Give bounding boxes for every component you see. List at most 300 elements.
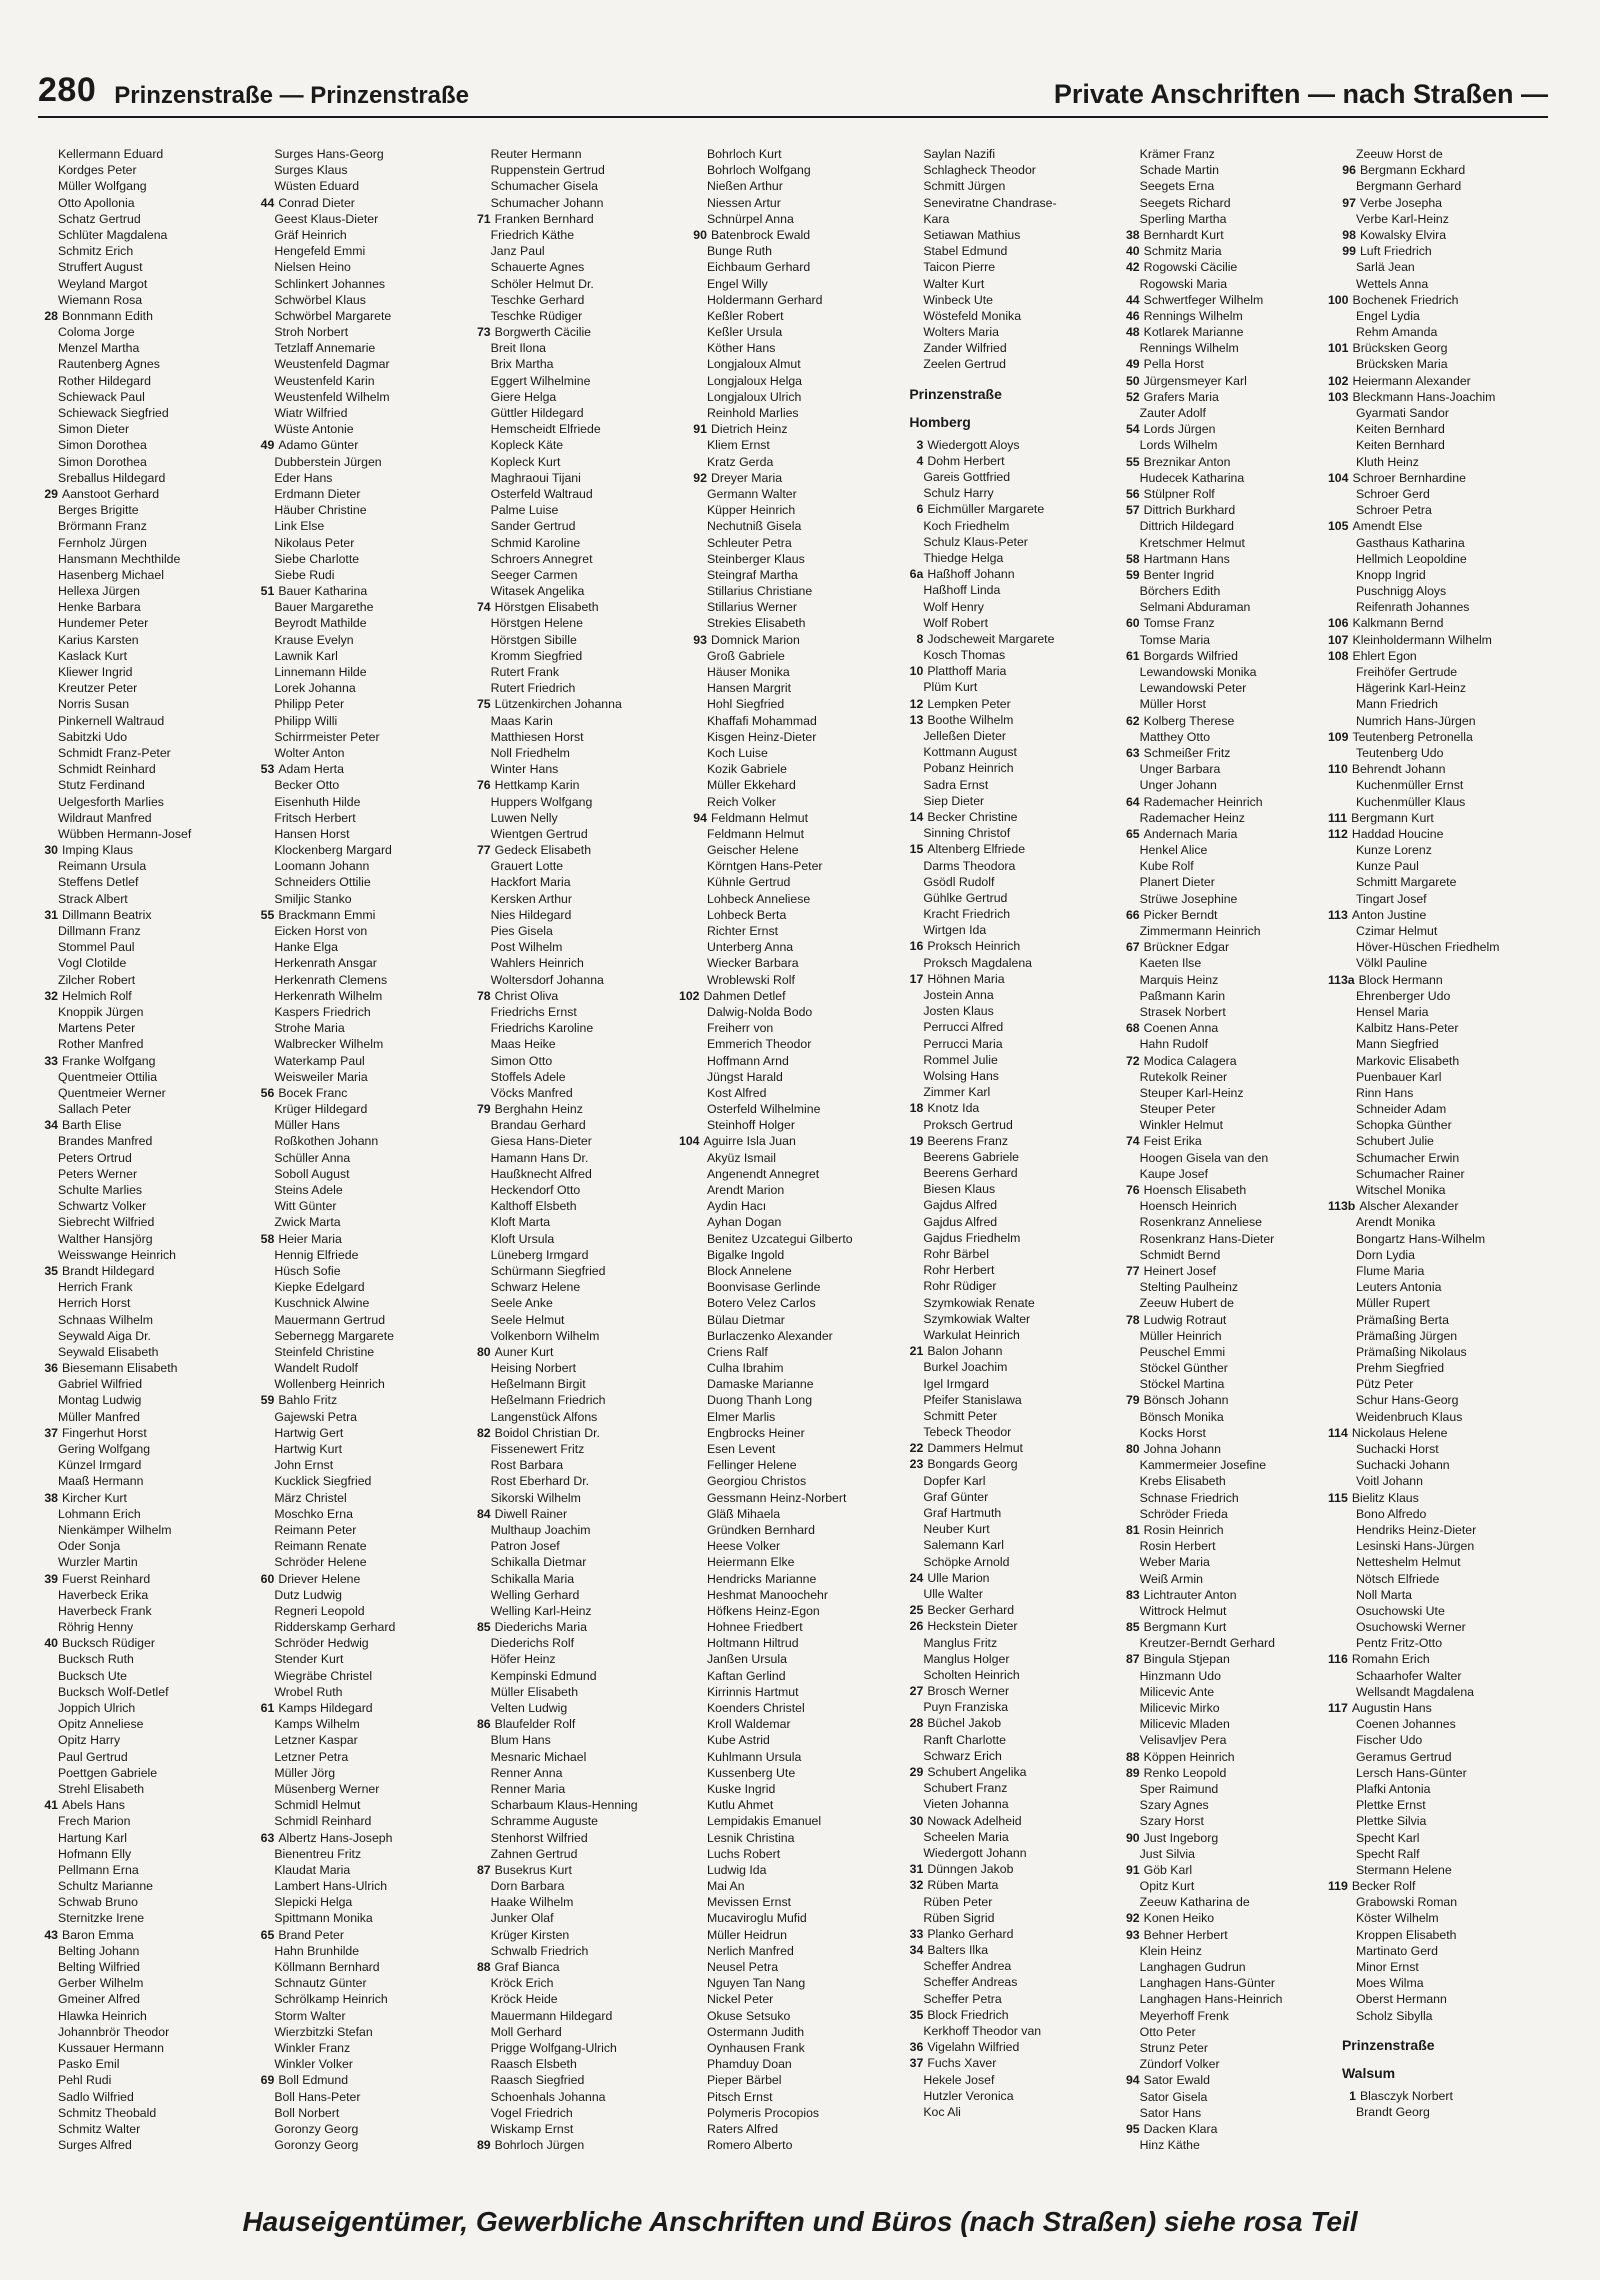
resident-name: Simon Dieter	[58, 422, 130, 437]
resident-entry	[1342, 891, 1554, 907]
resident-entry	[260, 1036, 472, 1052]
resident-name: Opitz Anneliese	[58, 1717, 144, 1732]
resident-name: Dacken Klara	[1143, 2121, 1218, 2136]
resident-entry	[477, 1927, 689, 1943]
resident-name: Schroer Bernhardine	[1352, 470, 1466, 485]
resident-name: Rother Manfred	[58, 1037, 144, 1052]
resident-name: Culha Ibrahim	[706, 1361, 784, 1376]
resident-entry	[44, 632, 256, 648]
resident-entry	[1126, 1700, 1338, 1716]
resident-entry	[260, 389, 472, 405]
resident-entry	[909, 1036, 1121, 1052]
resident-name: Lempidakis Emanuel	[706, 1814, 822, 1829]
resident-entry	[693, 680, 905, 696]
resident-name: Lützenkirchen Johanna	[494, 697, 622, 712]
resident-name: Arendt Marion	[706, 1183, 785, 1197]
resident-entry	[477, 1004, 689, 1020]
resident-name: Mucaviroglu Mufid	[706, 1911, 807, 1926]
resident-entry	[693, 1846, 905, 1862]
resident-entry	[1126, 1328, 1338, 1344]
resident-name: Bergmann Kurt	[1143, 1620, 1227, 1635]
resident-name: Grauert Lotte	[490, 859, 564, 874]
resident-entry	[1342, 1959, 1554, 1975]
house-number: 52	[1125, 389, 1140, 404]
house-number: 29	[909, 1765, 924, 1779]
resident-name: Bernhardt Kurt	[1143, 227, 1224, 242]
resident-entry	[260, 1668, 472, 1684]
resident-name: Schwarz Erich	[923, 1748, 1002, 1763]
resident-entry	[260, 2089, 472, 2105]
resident-entry	[909, 1651, 1121, 1667]
resident-name: Steinberger Klaus	[706, 551, 805, 566]
resident-entry	[260, 1133, 472, 1149]
resident-entry	[1126, 1846, 1338, 1862]
resident-entry	[44, 2024, 256, 2040]
house-number: 65	[260, 1927, 275, 1942]
resident-name: Kottmann August	[923, 745, 1017, 760]
resident-entry	[1327, 1700, 1554, 1716]
resident-name: Giere Helga	[490, 389, 557, 404]
resident-name: Bönsch Monika	[1139, 1409, 1224, 1424]
resident-entry	[693, 1878, 905, 1894]
house-number: 76	[476, 778, 491, 793]
resident-entry	[477, 1846, 689, 1862]
resident-name: Conrad Dieter	[278, 195, 355, 210]
resident-name: Link Else	[274, 519, 325, 534]
resident-entry	[1342, 1360, 1554, 1376]
resident-entry	[909, 1715, 1121, 1731]
resident-name: Heßelmann Friedrich	[490, 1393, 606, 1408]
resident-name: Brand Peter	[278, 1927, 344, 1942]
resident-name: Vogel Friedrich	[490, 2105, 573, 2120]
resident-entry	[909, 1618, 1121, 1634]
resident-entry	[260, 276, 472, 292]
resident-name: Kröck Heide	[490, 1992, 558, 2007]
resident-entry	[477, 972, 689, 988]
resident-entry	[44, 2040, 256, 2056]
resident-name: Köllmann Bernhard	[274, 1960, 380, 1974]
resident-entry	[1327, 373, 1554, 389]
resident-name: Schumacher Gisela	[490, 179, 598, 194]
resident-name: Balters Ilka	[927, 1943, 989, 1958]
resident-name: Kratz Gerda	[706, 454, 774, 469]
resident-entry	[909, 1796, 1121, 1812]
resident-entry	[477, 259, 689, 275]
resident-name: Rehm Amanda	[1355, 325, 1438, 340]
resident-entry	[44, 211, 256, 227]
resident-name: Zimmer Karl	[923, 1085, 991, 1100]
resident-name: Goronzy Georg	[274, 2121, 359, 2136]
resident-entry	[693, 1732, 905, 1748]
resident-name: Stelting Paulheinz	[1139, 1280, 1239, 1295]
resident-name: Woltersdorf Johanna	[490, 972, 604, 987]
resident-entry	[44, 729, 256, 745]
resident-name: Sander Gertrud	[490, 519, 576, 534]
resident-name: Quentmeier Ottilia	[58, 1069, 158, 1084]
resident-entry	[909, 1100, 1121, 1116]
resident-name: Langenstück Alfons	[490, 1409, 598, 1424]
resident-name: Pentz Fritz-Otto	[1355, 1636, 1443, 1651]
resident-name: Specht Karl	[1355, 1830, 1420, 1845]
resident-name: Palme Luise	[490, 503, 559, 518]
resident-name: Schnase Friedrich	[1139, 1490, 1239, 1505]
resident-entry	[477, 486, 689, 502]
resident-name: Bono Alfredo	[1355, 1506, 1427, 1521]
resident-entry	[477, 1894, 689, 1910]
resident-name: Sper Raimund	[1139, 1781, 1219, 1796]
resident-name: Haverbeck Frank	[58, 1603, 152, 1618]
resident-name: Altenberg Elfriede	[927, 842, 1026, 857]
resident-entry	[909, 615, 1121, 631]
resident-name: Breit Ilona	[490, 341, 547, 356]
resident-name: Belting Johann	[58, 1943, 140, 1958]
resident-entry	[477, 1295, 689, 1311]
resident-name: Surges Hans-Georg	[274, 147, 384, 161]
resident-entry	[909, 227, 1121, 243]
resident-name: Schur Hans-Georg	[1355, 1393, 1459, 1408]
resident-entry	[693, 308, 905, 324]
resident-name: Diwell Rainer	[494, 1506, 568, 1521]
resident-entry	[1126, 276, 1338, 292]
resident-name: Langhagen Hans-Heinrich	[1139, 1992, 1283, 2007]
resident-entry	[693, 810, 905, 826]
resident-name: Plettke Silvia	[1355, 1814, 1427, 1829]
resident-name: Waterkamp Paul	[274, 1053, 365, 1068]
resident-entry	[1126, 518, 1338, 534]
resident-entry	[909, 1521, 1121, 1537]
resident-name: Müller Heidrun	[706, 1927, 787, 1942]
resident-entry	[1126, 292, 1338, 308]
resident-name: Minor Ernst	[1355, 1960, 1419, 1974]
resident-name: Osterfeld Wilhelmine	[706, 1102, 821, 1117]
resident-name: Homberg	[909, 413, 971, 430]
house-number: 15	[909, 842, 924, 857]
house-number: 80	[476, 1344, 491, 1359]
house-number: 71	[476, 211, 491, 226]
resident-entry	[693, 243, 905, 259]
resident-entry	[477, 518, 689, 534]
resident-name: Kutlu Ahmet	[706, 1798, 774, 1813]
resident-name: Coenen Johannes	[1355, 1717, 1456, 1732]
resident-name: Kluth Heinz	[1355, 454, 1419, 469]
resident-entry	[477, 1133, 689, 1149]
resident-entry	[44, 1797, 256, 1813]
resident-entry	[693, 1457, 905, 1473]
resident-entry	[1342, 955, 1554, 971]
resident-name: Gajewski Petra	[274, 1409, 358, 1424]
resident-name: Kotlarek Marianne	[1143, 325, 1244, 340]
resident-name: Wiatr Wilfried	[274, 406, 348, 420]
resident-entry	[909, 599, 1121, 615]
resident-name: Kiepke Edelgard	[274, 1280, 365, 1295]
column-1	[44, 146, 256, 2186]
resident-name: Rohr Herbert	[923, 1263, 995, 1278]
resident-name: Szymkowiak Walter	[923, 1311, 1031, 1326]
resident-name: Koch Friedhelm	[923, 518, 1010, 533]
resident-name: Teutenberg Udo	[1355, 745, 1444, 760]
resident-entry	[1342, 842, 1554, 858]
resident-name: Kost Alfred	[706, 1085, 767, 1100]
resident-entry	[909, 696, 1121, 712]
resident-entry	[260, 1846, 472, 1862]
resident-name: Lempken Peter	[927, 696, 1011, 711]
resident-name: Gläß Mihaela	[706, 1506, 781, 1521]
resident-entry	[1342, 599, 1554, 615]
resident-entry	[909, 922, 1121, 938]
resident-entry	[1126, 308, 1338, 324]
resident-name: Hüsch Sofie	[274, 1263, 341, 1278]
resident-name: Kuchenmüller Ernst	[1355, 778, 1464, 793]
resident-name: Ruppenstein Gertrud	[490, 163, 605, 178]
resident-name: Numrich Hans-Jürgen	[1355, 713, 1476, 728]
resident-name: Luft Friedrich	[1359, 244, 1432, 259]
resident-entry	[1342, 1117, 1554, 1133]
house-number: 89	[476, 2138, 491, 2153]
resident-entry	[1342, 551, 1554, 567]
resident-entry	[693, 502, 905, 518]
resident-name: Hahn Brunhilde	[274, 1943, 360, 1958]
house-number: 38	[1125, 227, 1140, 242]
resident-entry	[260, 259, 472, 275]
resident-entry	[1126, 1231, 1338, 1247]
resident-name: Berghahn Heinz	[494, 1102, 583, 1117]
resident-name: Meyerhoff Frenk	[1139, 2008, 1229, 2023]
resident-entry	[1342, 1862, 1554, 1878]
resident-entry	[1126, 1133, 1338, 1149]
house-number: 41	[44, 1798, 58, 1813]
resident-name: Hörstgen Elisabeth	[494, 600, 599, 615]
resident-name: Nickolaus Helene	[1351, 1425, 1448, 1440]
resident-entry	[260, 1247, 472, 1263]
resident-entry	[693, 1279, 905, 1295]
house-number: 33	[909, 1926, 924, 1941]
resident-name: Unterberg Anna	[706, 940, 794, 955]
resident-entry	[693, 1700, 905, 1716]
resident-name: Schleuter Petra	[706, 535, 792, 550]
resident-name: Schröder Helene	[274, 1555, 367, 1570]
resident-entry	[44, 615, 256, 631]
resident-entry	[1126, 745, 1338, 761]
resident-name: Simon Dorothea	[58, 438, 147, 453]
resident-name: Bergmann Gerhard	[1355, 179, 1462, 194]
resident-entry	[909, 550, 1121, 566]
resident-name: Quentmeier Werner	[58, 1085, 166, 1100]
resident-entry	[909, 1894, 1121, 1910]
resident-name: Sator Hans	[1139, 2105, 1202, 2120]
resident-entry	[477, 2056, 689, 2072]
resident-name: Jürgensmeyer Karl	[1143, 373, 1247, 388]
resident-entry	[1126, 1716, 1338, 1732]
resident-entry	[693, 1473, 905, 1489]
resident-entry	[477, 1247, 689, 1263]
resident-name: Sator Gisela	[1139, 2089, 1208, 2104]
resident-name: Prämaßing Jürgen	[1355, 1328, 1458, 1343]
resident-name: Schubert Angelika	[927, 1765, 1027, 1779]
resident-name: Longjaloux Ulrich	[706, 389, 802, 404]
house-number: 76	[1125, 1183, 1140, 1197]
resident-name: Ludwig Ida	[706, 1862, 767, 1877]
resident-name: Kaeten Ilse	[1139, 956, 1202, 971]
resident-name: Tomse Franz	[1143, 616, 1215, 631]
resident-entry	[693, 211, 905, 227]
house-number: 94	[1125, 2073, 1140, 2088]
resident-name: Wittrock Helmut	[1139, 1603, 1227, 1618]
resident-entry	[693, 1263, 905, 1279]
resident-entry	[44, 955, 256, 971]
resident-name: Schumacher Erwin	[1355, 1150, 1460, 1165]
resident-name: Witt Günter	[274, 1199, 337, 1214]
resident-name: Blasczyk Norbert	[1359, 2088, 1453, 2103]
resident-name: Schneiders Ottilie	[274, 875, 371, 890]
resident-name: Coloma Jorge	[58, 325, 135, 340]
resident-name: Siebe Charlotte	[274, 551, 360, 566]
resident-entry	[477, 1571, 689, 1587]
resident-entry	[260, 664, 472, 680]
resident-entry	[477, 1020, 689, 1036]
resident-name: Kaftan Gerlind	[706, 1668, 786, 1683]
resident-name: Nötsch Elfriede	[1355, 1571, 1440, 1586]
street-heading	[909, 383, 1121, 405]
resident-name: Wübben Hermann-Josef	[58, 826, 192, 841]
resident-entry	[909, 1440, 1121, 1456]
resident-name: Opitz Harry	[58, 1733, 121, 1748]
resident-name: Zeeuw Katharina de	[1139, 1895, 1250, 1910]
house-number: 10	[909, 664, 924, 679]
resident-entry	[260, 2008, 472, 2024]
resident-name: Breznikar Anton	[1143, 454, 1231, 469]
resident-name: Gründken Bernhard	[706, 1522, 815, 1537]
resident-entry	[1126, 1538, 1338, 1554]
resident-name: Schauerte Agnes	[490, 260, 585, 275]
resident-name: Ostermann Judith	[706, 2024, 805, 2039]
resident-entry	[693, 1959, 905, 1975]
resident-name: Nikolaus Peter	[274, 535, 355, 550]
resident-name: Dittrich Burkhard	[1143, 503, 1236, 518]
resident-entry	[1126, 1878, 1338, 1894]
resident-entry	[44, 826, 256, 842]
resident-entry	[909, 1748, 1121, 1764]
resident-entry	[693, 1360, 905, 1376]
resident-entry	[1342, 146, 1554, 162]
resident-entry	[909, 276, 1121, 292]
resident-entry	[477, 696, 689, 712]
resident-name: Heese Volker	[706, 1539, 781, 1554]
resident-entry	[477, 1781, 689, 1797]
resident-name: Prämaßing Berta	[1355, 1312, 1449, 1327]
resident-entry	[44, 1959, 256, 1975]
resident-entry	[44, 1910, 256, 1926]
resident-name: Weustenfeld Wilhelm	[274, 389, 390, 404]
resident-name: Brücksken Maria	[1355, 357, 1448, 372]
resident-entry	[260, 680, 472, 696]
resident-name: Rutert Friedrich	[490, 681, 576, 696]
resident-entry	[260, 227, 472, 243]
resident-name: Nechutniß Gisela	[706, 519, 802, 534]
resident-name: Strehl Elisabeth	[58, 1781, 145, 1796]
resident-entry	[909, 2104, 1121, 2120]
resident-entry	[693, 1830, 905, 1846]
resident-entry	[260, 324, 472, 340]
resident-entry	[909, 971, 1121, 987]
resident-entry	[909, 1780, 1121, 1796]
resident-entry	[1327, 1490, 1554, 1506]
resident-entry	[693, 777, 905, 793]
resident-name: Fischer Udo	[1355, 1733, 1423, 1748]
resident-entry	[1342, 437, 1554, 453]
house-number: 84	[476, 1506, 491, 1521]
resident-name: Zauter Adolf	[1139, 406, 1206, 420]
resident-name: Bergmann Eckhard	[1359, 163, 1466, 178]
resident-entry	[1342, 1053, 1554, 1069]
resident-entry	[909, 2023, 1121, 2039]
resident-entry	[1342, 858, 1554, 874]
resident-entry	[693, 535, 905, 551]
house-number: 4	[916, 453, 924, 468]
resident-name: Bingula Stjepan	[1143, 1652, 1230, 1667]
resident-entry	[44, 1117, 256, 1133]
house-number: 102	[678, 988, 700, 1003]
resident-name: Aguirre Isla Juan	[703, 1134, 796, 1149]
resident-entry	[44, 1295, 256, 1311]
resident-entry	[1126, 1312, 1338, 1328]
resident-name: Szary Horst	[1139, 1814, 1204, 1829]
resident-entry	[44, 664, 256, 680]
resident-name: Wellsandt Magdalena	[1355, 1684, 1475, 1699]
house-number: 48	[1125, 325, 1140, 340]
resident-entry	[477, 1765, 689, 1781]
resident-entry	[1342, 1538, 1554, 1554]
resident-name: Hellmich Leopoldine	[1355, 551, 1467, 566]
resident-entry	[1342, 1943, 1554, 1959]
resident-entry	[1126, 891, 1338, 907]
resident-name: Kühnle Gertrud	[706, 875, 791, 890]
resident-name: Stroh Norbert	[274, 325, 349, 340]
resident-entry	[260, 955, 472, 971]
resident-entry	[909, 874, 1121, 890]
resident-name: Börchers Edith	[1139, 584, 1221, 599]
resident-entry	[260, 518, 472, 534]
resident-name: Ludwig Rotraut	[1143, 1312, 1227, 1327]
resident-entry	[693, 486, 905, 502]
resident-entry	[693, 1927, 905, 1943]
resident-name: Slepicki Helga	[274, 1895, 353, 1910]
resident-entry	[1342, 535, 1554, 551]
resident-entry	[1342, 923, 1554, 939]
resident-entry	[1342, 1749, 1554, 1765]
house-number: 49	[260, 438, 275, 453]
resident-name: Winkler Franz	[274, 2040, 351, 2055]
resident-entry	[1126, 1749, 1338, 1765]
resident-entry	[477, 907, 689, 923]
resident-name: Kussauer Hermann	[58, 2040, 164, 2055]
resident-name: Herkenrath Ansgar	[274, 956, 377, 971]
resident-entry	[693, 421, 905, 437]
resident-name: Kuschnick Alwine	[274, 1296, 370, 1311]
resident-name: Markovic Elisabeth	[1355, 1053, 1460, 1068]
resident-name: Hensel Maria	[1355, 1004, 1429, 1019]
resident-entry	[1126, 1959, 1338, 1975]
resident-entry	[477, 1263, 689, 1279]
resident-name: Wildraut Manfred	[58, 810, 152, 825]
resident-name: Dillmann Beatrix	[62, 907, 152, 922]
resident-entry	[260, 745, 472, 761]
resident-entry	[1327, 648, 1554, 664]
resident-entry	[1126, 1150, 1338, 1166]
resident-entry	[44, 1376, 256, 1392]
resident-name: Prinzenstraße	[1341, 2036, 1435, 2053]
resident-name: Maghraoui Tijani	[490, 470, 581, 485]
resident-name: Köster Wilhelm	[1355, 1911, 1439, 1926]
